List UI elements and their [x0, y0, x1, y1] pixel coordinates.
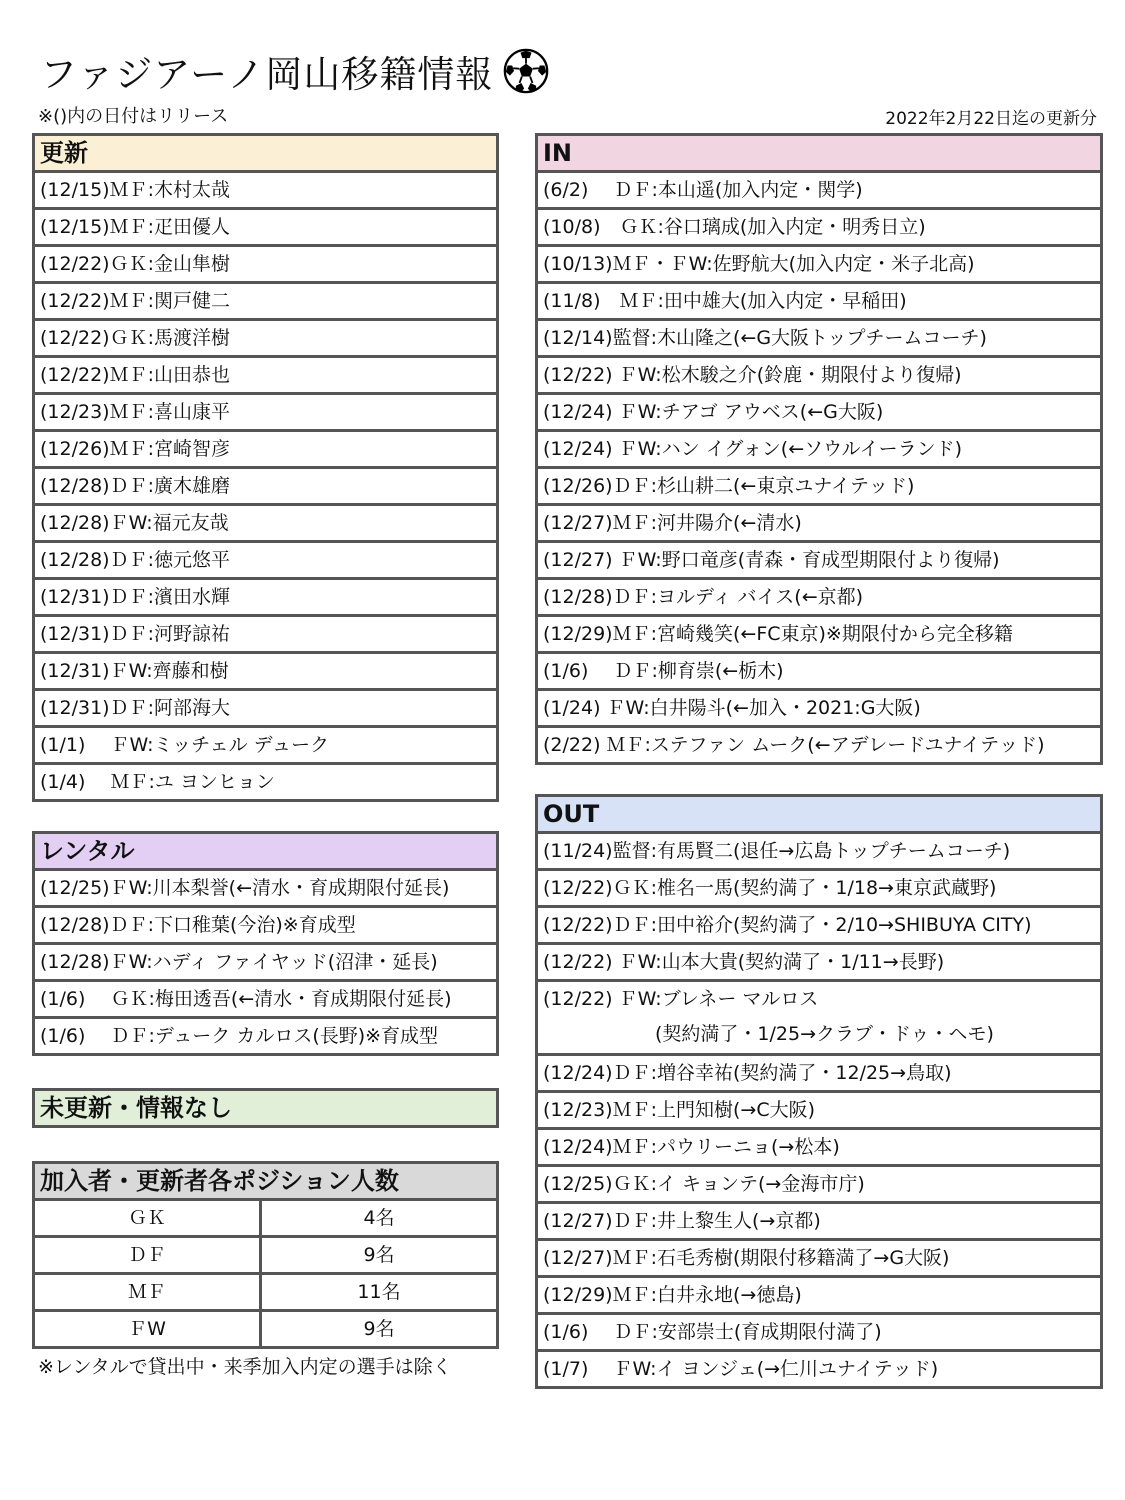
list-item [538, 1204, 1100, 1241]
rental-list [35, 871, 496, 1056]
list-item [538, 908, 1100, 945]
position-cell: ＧＫ [35, 1201, 262, 1235]
list-item: (12/22)ＧＫ:馬渡洋樹 [35, 321, 496, 358]
list-item: (12/31)ＤＦ:阿部海大 [35, 691, 496, 728]
list-item-text: (12/27)ＭＦ:石毛秀樹(期限付移籍満了→G大阪) [543, 1247, 950, 1269]
list-item: (12/31)ＤＦ:河野諒祐 [35, 617, 496, 654]
list-item: (12/31)ＤＦ:濱田水輝 [35, 580, 496, 617]
list-item [538, 982, 1100, 1056]
list-item-text: (1/6) ＤＦ:安部崇士(育成期限付満了) [543, 1321, 882, 1343]
list-item: (12/28)ＤＦ:廣木雄磨 [35, 469, 496, 506]
position-cell: ＤＦ [35, 1238, 262, 1272]
position-count-table [32, 1161, 499, 1349]
list-item: (10/8) ＧＫ:谷口璃成(加入内定・明秀日立) [538, 210, 1100, 247]
out-heading: OUT [538, 797, 1100, 834]
list-item: (12/28)ＦW:福元友哉 [35, 506, 496, 543]
list-item: (12/29)ＭＦ:宮崎幾笑(←FC東京)※期限付から完全移籍 [538, 617, 1100, 654]
list-item: (12/28)ＤＦ:ヨルディ バイス(←京都) [538, 580, 1100, 617]
list-item-text-continued: (契約満了・1/25→クラブ・ドゥ・ヘモ) [655, 1023, 994, 1045]
list-item: (12/24) ＦW:チアゴ アウベス(←G大阪) [538, 395, 1100, 432]
release-date-note: ※()内の日付はリリース [38, 106, 229, 127]
update-section [32, 133, 499, 802]
rental-section [32, 831, 499, 1056]
list-item: (12/15)ＭＦ:木村太哉 [35, 173, 496, 210]
list-item: (1/6) ＤＦ:柳育崇(←栃木) [538, 654, 1100, 691]
list-item: (12/31)ＦW:齊藤和樹 [35, 654, 496, 691]
list-item: (1/6) ＤＦ:デューク カルロス(長野)※育成型 [35, 1019, 496, 1056]
update-list [35, 173, 496, 802]
in-list [538, 173, 1100, 765]
list-item: (12/15)ＭＦ:疋田優人 [35, 210, 496, 247]
list-item: (12/28)ＦW:ハディ ファイヤッド(沼津・延長) [35, 945, 496, 982]
out-list [538, 834, 1100, 1389]
list-item: (12/27) ＦW:野口竜彦(青森・育成型期限付より復帰) [538, 543, 1100, 580]
count-cell: 11名 [357, 1281, 401, 1303]
list-item [538, 834, 1100, 871]
list-item-text: (12/23)ＭＦ:上門知樹(→C大阪) [543, 1099, 815, 1121]
title-row [40, 44, 549, 98]
page-title: ファジアーノ岡山移籍情報 [40, 53, 494, 96]
list-item: (1/6) ＧＫ:梅田透吾(←清水・育成期限付延長) [35, 982, 496, 1019]
list-item [538, 1278, 1100, 1315]
list-item: (12/27)ＭＦ:河井陽介(←清水) [538, 506, 1100, 543]
position-count-heading: 加入者・更新者各ポジション人数 [35, 1164, 496, 1201]
list-item: (12/26)ＤＦ:杉山耕二(←東京ユナイテッド) [538, 469, 1100, 506]
list-item-text: (12/27)ＤＦ:井上黎生人(→京都) [543, 1210, 821, 1232]
list-item [538, 1130, 1100, 1167]
no-update-section [32, 1088, 499, 1128]
count-cell: 9名 [363, 1244, 395, 1266]
list-item-text: (12/22)ＤＦ:田中裕介(契約満了・2/10→SHIBUYA CITY) [543, 914, 1032, 936]
list-item-text: (12/24)ＤＦ:増谷幸祐(契約満了・12/25→鳥取) [543, 1062, 952, 1084]
position-cell: ＦW [35, 1312, 262, 1346]
out-section [535, 794, 1103, 1389]
list-item: (2/22) ＭＦ:ステファン ムーク(←アデレードユナイテッド) [538, 728, 1100, 765]
list-item: (12/28)ＤＦ:下口稚葉(今治)※育成型 [35, 908, 496, 945]
list-item-text: (12/22) ＦW:山本大貴(契約満了・1/11→長野) [543, 951, 945, 973]
rental-heading: レンタル [35, 834, 496, 871]
no-update-heading: 未更新・情報なし [35, 1091, 496, 1128]
list-item: (12/22)ＭＦ:関戸健二 [35, 284, 496, 321]
list-item-text: (12/24)ＭＦ:パウリーニョ(→松本) [543, 1136, 840, 1158]
count-cell: 4名 [363, 1207, 395, 1229]
list-item-text: (12/22) ＦW:ブレネー マルロス [543, 988, 819, 1010]
list-item [538, 1315, 1100, 1352]
list-item [538, 871, 1100, 908]
update-heading: 更新 [35, 136, 496, 173]
list-item: (12/22) ＦW:松木駿之介(鈴鹿・期限付より復帰) [538, 358, 1100, 395]
count-cell: 9名 [363, 1318, 395, 1340]
list-item: (12/14)監督:木山隆之(←G大阪トップチームコーチ) [538, 321, 1100, 358]
list-item [538, 1093, 1100, 1130]
list-item [538, 1241, 1100, 1278]
in-section [535, 133, 1103, 765]
list-item: (12/25)ＦW:川本梨誉(←清水・育成期限付延長) [35, 871, 496, 908]
update-date: 2022年2月22日迄の更新分 [885, 109, 1097, 129]
in-heading: IN [538, 136, 1100, 173]
list-item [538, 1352, 1100, 1389]
list-item: (12/28)ＤＦ:徳元悠平 [35, 543, 496, 580]
list-item-text: (1/7) ＦW:イ ヨンジェ(→仁川ユナイテッド) [543, 1358, 939, 1380]
list-item: (12/24) ＦW:ハン イグォン(←ソウルイーランド) [538, 432, 1100, 469]
list-item [538, 945, 1100, 982]
table-row [35, 1238, 496, 1275]
list-item: (1/24) ＦW:白井陽斗(←加入・2021:G大阪) [538, 691, 1100, 728]
soccer-ball-icon [503, 48, 549, 94]
list-item: (1/4) ＭＦ:ユ ヨンヒョン [35, 765, 496, 802]
list-item: (12/22)ＭＦ:山田恭也 [35, 358, 496, 395]
table-row [35, 1201, 496, 1238]
table-row [35, 1312, 496, 1349]
list-item: (6/2) ＤＦ:本山遥(加入内定・関学) [538, 173, 1100, 210]
list-item-text: (11/24)監督:有馬賢二(退任→広島トップチームコーチ) [543, 840, 1011, 862]
list-item: (1/1) ＦW:ミッチェル デューク [35, 728, 496, 765]
list-item [538, 1056, 1100, 1093]
list-item: (12/23)ＭＦ:喜山康平 [35, 395, 496, 432]
list-item [538, 1167, 1100, 1204]
list-item: (12/22)ＧＫ:金山隼樹 [35, 247, 496, 284]
list-item-text: (12/22)ＧＫ:椎名一馬(契約満了・1/18→東京武蔵野) [543, 877, 997, 899]
list-item: (12/26)ＭＦ:宮崎智彦 [35, 432, 496, 469]
table-row [35, 1275, 496, 1312]
list-item: (11/8) ＭＦ:田中雄大(加入内定・早稲田) [538, 284, 1100, 321]
list-item: (10/13)ＭＦ・ＦW:佐野航大(加入内定・米子北高) [538, 247, 1100, 284]
count-note: ※レンタルで貸出中・来季加入内定の選手は除く [38, 1356, 452, 1378]
list-item-text: (12/25)ＧＫ:イ キョンテ(→金海市庁) [543, 1173, 865, 1195]
position-cell: ＭＦ [35, 1275, 262, 1309]
list-item-text: (12/29)ＭＦ:白井永地(→徳島) [543, 1284, 802, 1306]
position-count-rows [35, 1201, 496, 1349]
